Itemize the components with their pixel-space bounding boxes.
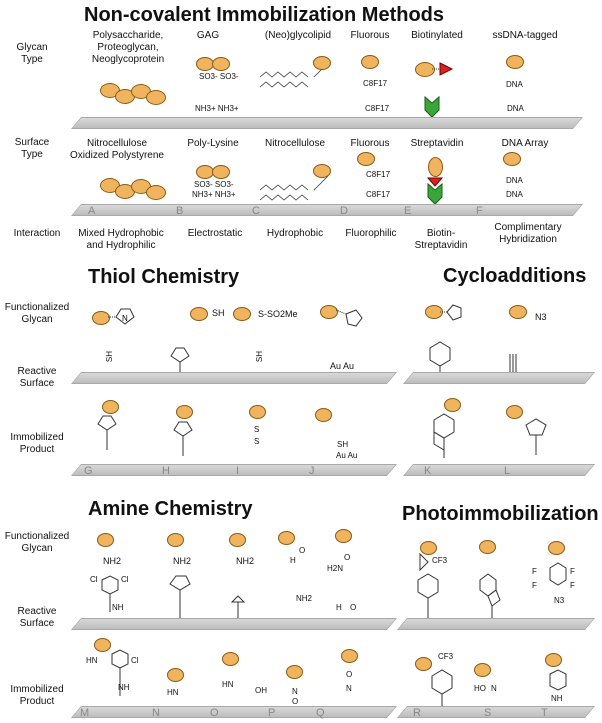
- amine-row-reactive: Reactive Surface: [17, 606, 57, 629]
- streptavidin-icon: [425, 97, 439, 117]
- phthalimide-product-n: N: [491, 684, 497, 693]
- surface-bar: [71, 204, 583, 216]
- panel-letter-t: T: [541, 707, 548, 719]
- panel-letter-l: L: [504, 465, 511, 477]
- interaction-d: Fluorophilic: [345, 228, 397, 239]
- surface-type-b: Poly-Lysine: [187, 138, 239, 149]
- f-surface-dna-bottom: DNA: [506, 190, 523, 199]
- amine-title: Amine Chemistry: [88, 498, 253, 520]
- surface-bar: [71, 618, 397, 630]
- surface-bar: [397, 618, 595, 630]
- nhs-ester-surface: [160, 574, 200, 620]
- panel-letter-f: F: [476, 205, 483, 217]
- pfpa-f-2: F: [570, 567, 575, 576]
- dna-tag-text: DNA: [506, 80, 523, 89]
- glycan-type-b: GAG: [196, 30, 220, 41]
- aminooxy-surface-text: NH2: [296, 594, 313, 603]
- panel-letter-o: O: [210, 707, 219, 719]
- glycan-type-c: (Neo)glycolipid: [264, 30, 332, 41]
- sugar-icon: [146, 185, 166, 200]
- amine-nh2-text-2: NH2: [173, 556, 192, 566]
- amine-row-immobilized: Immobilized Product: [10, 684, 64, 707]
- glycan-type-f: ssDNA-tagged: [492, 30, 558, 41]
- thiol-surface-sh: SH: [105, 350, 115, 363]
- thiol-product-g: [92, 412, 122, 452]
- sugar-icon: [545, 653, 562, 667]
- panel-letter-k: K: [424, 465, 432, 477]
- thiol-row-immobilized: Immobilized Product: [10, 432, 64, 455]
- interaction-f: Complimentary Hybridization: [494, 222, 562, 245]
- surface-type-f: DNA Array: [501, 138, 549, 149]
- interaction-b: Electrostatic: [187, 228, 243, 239]
- pfpa-product-nh: NH: [551, 694, 563, 703]
- panel-letter-m: M: [80, 707, 90, 719]
- panel-letter-p: P: [268, 707, 276, 719]
- biotin-icon: [432, 62, 452, 76]
- sugar-icon: [474, 663, 491, 677]
- pfpa-f-4: F: [570, 581, 575, 590]
- surface-bar: [403, 372, 595, 384]
- dithiolane-structure: [336, 304, 366, 330]
- sugar-icon: [313, 56, 331, 70]
- biotin-streptavidin-icon: [427, 178, 443, 204]
- sugar-icon: [212, 57, 230, 71]
- sugar-icon: [313, 164, 331, 178]
- diels-alder-product: [424, 410, 464, 458]
- oxime-product-o: O: [292, 697, 299, 706]
- panel-letter-a: A: [88, 205, 96, 217]
- sugar-icon: [479, 540, 496, 554]
- glycan-type-label: Glycan Type: [16, 42, 48, 65]
- gag-sulfate-text: SO3- SO3-: [199, 72, 239, 81]
- gold-surface-text: Au Au: [330, 361, 355, 371]
- interaction-label: Interaction: [13, 228, 61, 239]
- triazine-cl-right: Cl: [121, 575, 129, 584]
- oxime-product-2-o: O: [346, 670, 353, 679]
- oxime-product-n: N: [292, 687, 298, 696]
- surface-bar: [403, 464, 595, 476]
- thiol-title: Thiol Chemistry: [88, 266, 240, 288]
- sugar-icon: [357, 152, 375, 166]
- aminooxy-o-text: O: [344, 553, 351, 562]
- oxime-product-2-n: N: [346, 684, 352, 693]
- phthalimide-surface: [470, 570, 510, 620]
- aminooxy-h2n-text: H2N: [327, 564, 344, 573]
- d-surface-c8f17-bottom: C8F17: [366, 190, 391, 199]
- glycan-type-a: Polysaccharide, Proteoglycan, Neoglycoprotein: [91, 30, 165, 65]
- thiol-row-reactive: Reactive Surface: [17, 366, 57, 389]
- gag-ammonium-text: NH3+ NH3+: [195, 104, 239, 113]
- surface-bar: [71, 464, 397, 476]
- glycan-type-d: Fluorous: [350, 30, 390, 41]
- amine-row-functionalized: Functionalized Glycan: [4, 531, 70, 554]
- interaction-c: Hydrophobic: [266, 228, 324, 239]
- diazirine-product-cf3: CF3: [438, 652, 454, 661]
- sugar-icon: [146, 90, 166, 105]
- disulfide-text-2: S: [254, 437, 260, 446]
- sugar-icon: [249, 405, 266, 419]
- diazirine-product: [424, 664, 460, 708]
- panel-letter-r: R: [413, 707, 421, 719]
- panel-letter-e: E: [404, 205, 412, 217]
- panel-letter-q: Q: [316, 707, 325, 719]
- sugar-icon: [503, 152, 521, 166]
- maleimide-surface: [165, 344, 195, 374]
- surface-bar: [397, 706, 595, 718]
- glycan-type-e: Biotinylated: [411, 30, 463, 41]
- surface-type-a: Nitrocellulose Oxidized Polystyrene: [70, 138, 164, 161]
- surface-type-e: Streptavidin: [410, 138, 464, 149]
- panel-letter-i: I: [236, 465, 240, 477]
- aldehyde-h-text: H: [290, 556, 296, 565]
- sugar-icon: [222, 652, 239, 666]
- diazirine-cf3: CF3: [432, 556, 448, 565]
- epoxide-surface: [228, 594, 248, 620]
- interaction-a: Mixed Hydrophobic and Hydrophilic: [78, 228, 164, 251]
- panel-letter-d: D: [340, 205, 348, 217]
- triazine-product-nh: NH: [118, 683, 130, 692]
- surface-type-c: Nitrocellulose: [264, 138, 326, 149]
- surface-bar: [71, 117, 583, 129]
- sugar-icon: [190, 307, 208, 321]
- noncovalent-title: Non-covalent Immobilization Methods: [84, 4, 445, 26]
- azide-text: N3: [535, 312, 547, 322]
- panel-letter-j: J: [309, 465, 315, 477]
- b-surface-ammonium: NH3+ NH3+: [192, 190, 236, 199]
- triazine-cl-left: Cl: [90, 575, 98, 584]
- cyclopentadiene-structure: [440, 302, 464, 324]
- panel-letter-n: N: [152, 707, 160, 719]
- triazole-product: [520, 415, 560, 455]
- b-surface-sulfate: SO3- SO3-: [194, 180, 234, 189]
- f-surface-dna-top: DNA: [506, 176, 523, 185]
- thiol-row-functionalized: Functionalized Glycan: [4, 302, 70, 325]
- d-surface-c8f17-top: C8F17: [366, 170, 391, 179]
- triazine-product-hn: HN: [86, 656, 98, 665]
- thiol-sh-text: SH: [212, 308, 225, 318]
- thiosulfonate-text: S-SO2Me: [258, 309, 298, 319]
- amine-nh2-text-3: NH2: [236, 556, 255, 566]
- maleimide-structure: [108, 300, 138, 330]
- panel-letter-h: H: [162, 465, 170, 477]
- triazine-nh-text: NH: [112, 603, 124, 612]
- fluorous-tag-text: C8F17: [363, 79, 388, 88]
- triazine-product-cl: Cl: [131, 656, 139, 665]
- panel-letter-g: G: [84, 465, 93, 477]
- aldehyde-surface-h: H: [336, 603, 342, 612]
- sugar-icon: [286, 665, 303, 679]
- sugar-icon: [428, 157, 443, 177]
- svg-text:N: N: [122, 314, 128, 323]
- cyclo-title: Cycloadditions: [443, 265, 587, 287]
- amide-product-hn: HN: [167, 688, 179, 697]
- sugar-icon: [509, 305, 527, 319]
- sugar-icon: [278, 531, 295, 545]
- surface-bar: [71, 372, 397, 384]
- interaction-e: Biotin- Streptavidin: [414, 228, 468, 251]
- perfluorophenyl-azide: [540, 560, 580, 596]
- disulfide-text: S: [254, 425, 260, 434]
- epoxide-product-hn: HN: [222, 680, 234, 689]
- pfpa-f-1: F: [532, 567, 537, 576]
- gold-thiol-sh: SH: [337, 440, 349, 449]
- photo-title: Photoimmobilization: [402, 503, 599, 525]
- sugar-icon: [167, 668, 184, 682]
- sugar-icon: [212, 165, 230, 179]
- sugar-icon: [506, 55, 524, 69]
- sugar-icon: [315, 408, 332, 422]
- sugar-icon: [335, 529, 352, 543]
- sugar-icon: [361, 55, 379, 69]
- sugar-icon: [548, 541, 565, 555]
- surface-bar: [71, 706, 397, 718]
- aldehyde-o-text: O: [299, 546, 306, 555]
- sugar-icon: [176, 405, 193, 419]
- sugar-icon: [341, 649, 358, 663]
- aldehyde-surface-o: O: [350, 603, 357, 612]
- pfpa-f-3: F: [532, 581, 537, 590]
- sugar-icon: [233, 307, 251, 321]
- sugar-icon: [97, 533, 114, 547]
- pfpa-n3: N3: [554, 596, 565, 605]
- panel-letter-b: B: [176, 205, 184, 217]
- surface-type-d: Fluorous: [350, 138, 390, 149]
- dna-surface-text: DNA: [507, 104, 524, 113]
- sugar-icon: [167, 533, 184, 547]
- amine-nh2-text: NH2: [103, 556, 122, 566]
- thiol-surface-sh-2: SH: [255, 350, 265, 363]
- panel-letter-c: C: [252, 205, 260, 217]
- panel-letter-s: S: [484, 707, 492, 719]
- gold-product-text: Au Au: [336, 451, 358, 460]
- thiol-product-h: [168, 418, 198, 458]
- fluorous-surface-text: C8F17: [365, 104, 390, 113]
- epoxide-product-oh: OH: [255, 686, 267, 695]
- surface-type-label: Surface Type: [14, 137, 50, 160]
- sugar-icon: [229, 533, 246, 547]
- phthalimide-product-ho: HO: [474, 684, 486, 693]
